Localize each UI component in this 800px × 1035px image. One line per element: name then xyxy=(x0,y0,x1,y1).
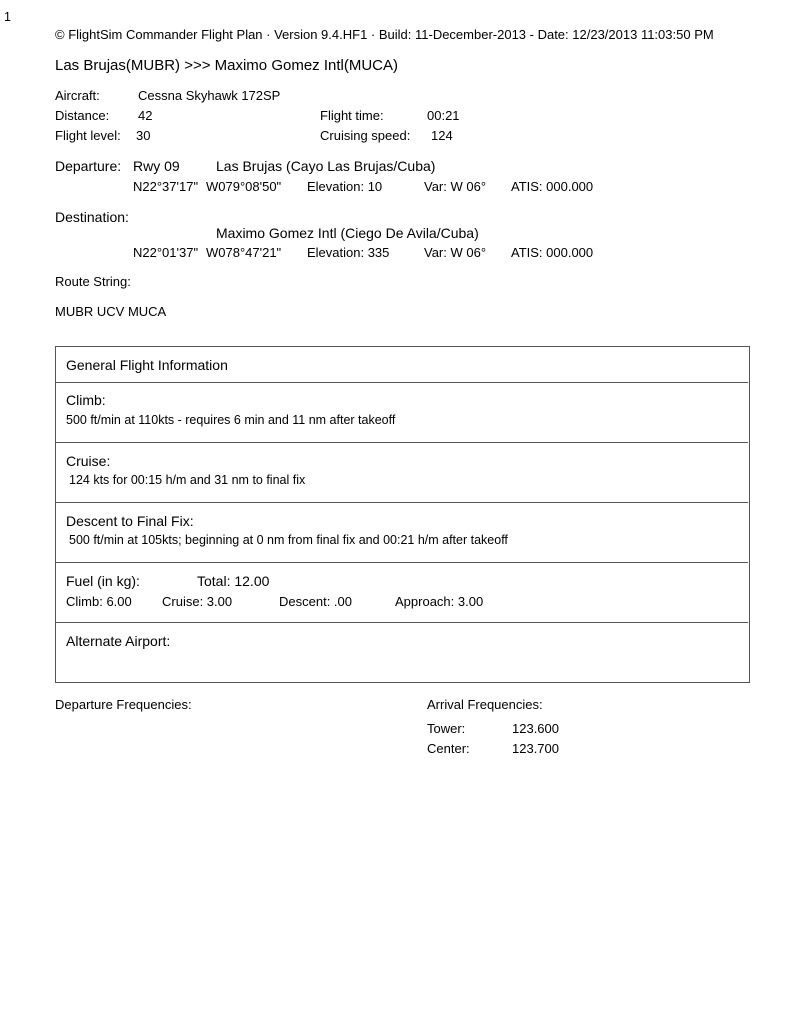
departure-latitude: N22°37'17" xyxy=(133,179,199,194)
row-divider xyxy=(55,442,748,443)
page-title: Las Brujas(MUBR) >>> Maximo Gomez Intl(MUCA) xyxy=(55,57,398,74)
flight-level-label: Flight level: xyxy=(55,128,121,143)
row-divider xyxy=(55,622,748,623)
distance-label: Distance: xyxy=(55,108,110,123)
arrival-frequencies-label: Arrival Frequencies: xyxy=(427,697,543,712)
destination-elevation: Elevation: 335 xyxy=(307,245,390,260)
cruise-text: 124 kts for 00:15 h/m and 31 nm to final fix xyxy=(69,473,306,487)
cruising-speed-value: 124 xyxy=(431,128,453,143)
fuel-climb: Climb: 6.00 xyxy=(66,594,132,609)
destination-variation: Var: W 06° xyxy=(424,245,487,260)
fuel-descent: Descent: .00 xyxy=(279,594,352,609)
departure-runway: Rwy 09 xyxy=(133,158,180,174)
departure-elevation: Elevation: 10 xyxy=(307,179,383,194)
departure-longitude: W079°08'50" xyxy=(206,179,282,194)
center-frequency-value: 123.700 xyxy=(512,741,559,756)
route-string-value: MUBR UCV MUCA xyxy=(55,304,167,319)
departure-atis: ATIS: 000.000 xyxy=(511,179,594,194)
center-frequency-label: Center: xyxy=(427,741,470,756)
flight-time-value: 00:21 xyxy=(427,108,460,123)
tower-frequency-label: Tower: xyxy=(427,721,466,736)
tower-frequency-value: 123.600 xyxy=(512,721,559,736)
departure-frequencies-label: Departure Frequencies: xyxy=(55,697,192,712)
aircraft-value: Cessna Skyhawk 172SP xyxy=(138,88,281,103)
destination-label: Destination: xyxy=(55,209,129,225)
descent-text: 500 ft/min at 105kts; beginning at 0 nm from final fix and 00:21 h/m after takeoff xyxy=(69,533,508,547)
fuel-total: Total: 12.00 xyxy=(197,573,270,589)
row-divider xyxy=(55,562,748,563)
row-divider xyxy=(55,502,748,503)
departure-airport-name: Las Brujas (Cayo Las Brujas/Cuba) xyxy=(216,158,436,174)
fuel-label: Fuel (in kg): xyxy=(66,573,140,589)
descent-label: Descent to Final Fix: xyxy=(66,513,194,529)
destination-longitude: W078°47'21" xyxy=(206,245,282,260)
flight-info-title: General Flight Information xyxy=(66,357,228,373)
destination-atis: ATIS: 000.000 xyxy=(511,245,594,260)
flight-level-value: 30 xyxy=(136,128,151,143)
fuel-cruise: Cruise: 3.00 xyxy=(162,594,233,609)
fuel-approach: Approach: 3.00 xyxy=(395,594,484,609)
flight-time-label: Flight time: xyxy=(320,108,384,123)
cruising-speed-label: Cruising speed: xyxy=(320,128,411,143)
row-divider xyxy=(55,382,748,383)
document-header: © FlightSim Commander Flight Plan · Version 9.4.HF1 · Build: 11-December-2013 - Date: 12/23/2013 11:03:50 PM xyxy=(55,27,714,42)
cruise-label: Cruise: xyxy=(66,453,111,469)
departure-label: Departure: xyxy=(55,158,122,174)
climb-text: 500 ft/min at 110kts - requires 6 min and 11 nm after takeoff xyxy=(66,413,396,427)
departure-variation: Var: W 06° xyxy=(424,179,487,194)
route-string-label: Route String: xyxy=(55,274,131,289)
climb-label: Climb: xyxy=(66,392,106,408)
destination-airport-name: Maximo Gomez Intl (Ciego De Avila/Cuba) xyxy=(216,225,479,241)
distance-value: 42 xyxy=(138,108,153,123)
page-number: 1 xyxy=(4,10,11,24)
aircraft-label: Aircraft: xyxy=(55,88,100,103)
destination-latitude: N22°01'37" xyxy=(133,245,199,260)
alternate-airport-label: Alternate Airport: xyxy=(66,633,171,649)
